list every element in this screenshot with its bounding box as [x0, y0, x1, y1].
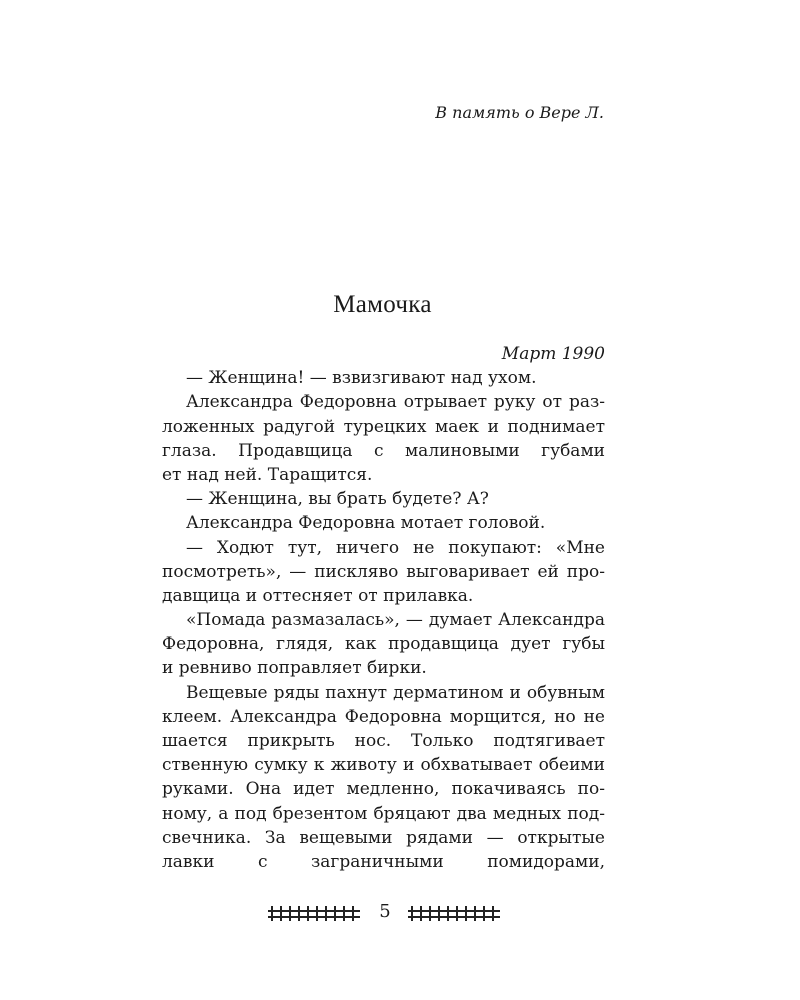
page-number: 5 — [379, 901, 391, 922]
text-line: — Женщина, вы брать будете? А? — [186, 489, 489, 510]
text-line: свечника. За вещевыми рядами — открытые — [162, 827, 605, 848]
text-line: — Женщина! — взвизгивают над ухом. — [186, 368, 537, 389]
text-line: давщица и оттесняет от прилавка. — [162, 585, 474, 606]
text-line: ет над ней. Таращится. — [162, 464, 373, 485]
text-line: и ревниво поправляет бирки. — [162, 658, 427, 679]
text-line: Федоровна, глядя, как продавщица дует губы — [162, 634, 605, 655]
text-line: лавки с заграничными помидорами, — [162, 851, 605, 872]
text-line: — Ходют тут, ничего не покупают: «Мне — [186, 537, 605, 558]
text-line: Александра Федоровна мотает головой. — [186, 513, 546, 534]
chapter-text — [162, 342, 605, 874]
text-line: руками. Она идет медленно, покачиваясь по- — [162, 779, 605, 800]
chapter-date: Март 1990 — [501, 344, 605, 364]
text-line: клеем. Александра Федоровна морщится, но не — [162, 706, 605, 727]
railway-ornament-left-icon — [268, 904, 360, 922]
text-line: «Помада размазалась», — думает Александра — [186, 610, 605, 631]
page-footer — [0, 900, 800, 926]
dedication: В память о Вере Л. — [435, 103, 604, 122]
text-line: ному, а под брезентом бряцают два медных под- — [162, 803, 605, 824]
text-line: шается прикрыть нос. Только подтягивает — [162, 731, 605, 751]
text-line: глаза. Продавщица с малиновыми губами — [162, 440, 605, 461]
text-line: Александра Федоровна отрывает руку от раз- — [186, 392, 605, 413]
railway-ornament-right-icon — [408, 904, 500, 922]
text-line: посмотреть», — пискляво выговаривает ей про- — [162, 561, 605, 582]
text-line: Вещевые ряды пахнут дерматином и обувным — [186, 682, 605, 703]
text-line: ственную сумку к животу и обхватывает обеими — [162, 755, 605, 776]
text-line: ложенных радугой турецких маек и поднимает — [162, 416, 605, 437]
chapter-title: Мамочка — [333, 291, 432, 318]
